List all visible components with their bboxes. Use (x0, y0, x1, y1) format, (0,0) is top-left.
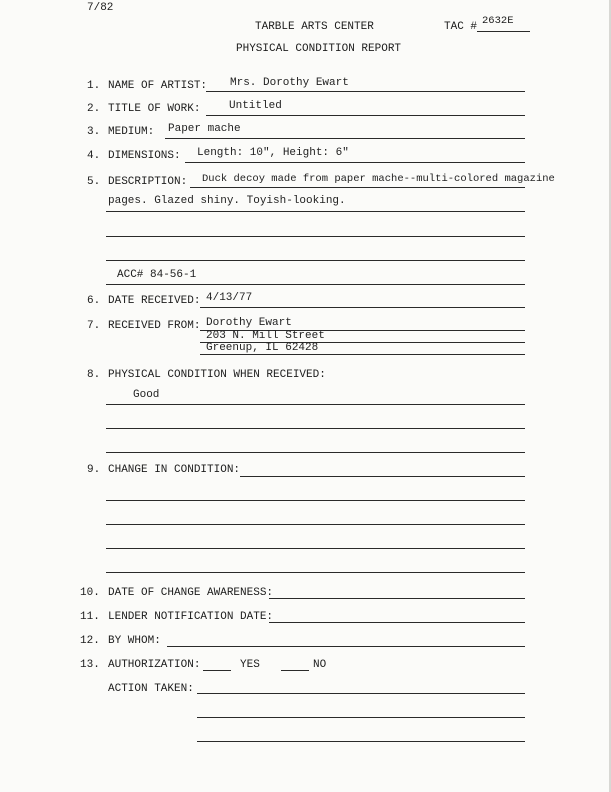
medium-value: Paper mache (168, 123, 241, 135)
no-label: NO (313, 659, 327, 671)
condition-line-2 (106, 428, 525, 429)
description-value-2: pages. Glazed shiny. Toyish-looking. (108, 195, 346, 207)
item-1-label: NAME OF ARTIST: (108, 80, 208, 92)
report-title: PHYSICAL CONDITION REPORT (236, 43, 402, 55)
no-blank (281, 670, 309, 671)
tac-value: 2632E (482, 15, 514, 27)
item-7-number: 7. (87, 320, 101, 332)
item-8-label: PHYSICAL CONDITION WHEN RECEIVED: (108, 369, 326, 381)
item-9-number: 9. (87, 464, 101, 476)
description-line-3 (106, 236, 525, 237)
change-line-3 (106, 524, 525, 525)
by-whom-line (167, 646, 525, 647)
description-line-2 (106, 211, 525, 212)
item-6-number: 6. (87, 295, 101, 307)
condition-line-1 (106, 404, 525, 405)
change-line-4 (106, 548, 525, 549)
item-4-label: DIMENSIONS: (108, 150, 181, 162)
accession-line (106, 284, 525, 285)
change-line-2 (106, 500, 525, 501)
item-3-number: 3. (87, 126, 101, 138)
description-line-4 (106, 260, 525, 261)
tac-label: TAC # (444, 21, 478, 33)
item-2-label: TITLE OF WORK: (108, 103, 201, 115)
action-taken-label: ACTION TAKEN: (108, 683, 194, 695)
item-11-number: 11. (80, 611, 100, 623)
dimensions-line (185, 162, 525, 163)
condition-line-3 (106, 452, 525, 453)
item-4-number: 4. (87, 150, 101, 162)
description-line-1 (190, 187, 525, 188)
item-10-label: DATE OF CHANGE AWARENESS: (108, 587, 274, 599)
item-12-label: BY WHOM: (108, 635, 161, 647)
date-received-line (200, 307, 525, 308)
medium-line (165, 138, 525, 139)
action-line-2 (197, 717, 525, 718)
title-of-work-value: Untitled (229, 100, 282, 112)
item-3-label: MEDIUM: (108, 126, 155, 138)
yes-label: YES (240, 659, 260, 671)
description-value-1: Duck decoy made from paper mache--multi-colored magazine (202, 173, 555, 185)
tac-underline (477, 31, 530, 32)
item-13-number: 13. (80, 659, 100, 671)
item-5-number: 5. (87, 176, 101, 188)
item-9-label: CHANGE IN CONDITION: (108, 464, 241, 476)
dimensions-value: Length: 10", Height: 6" (197, 147, 349, 159)
change-line-5 (106, 572, 525, 573)
artist-name-value: Mrs. Dorothy Ewart (230, 77, 349, 89)
change-line-1 (240, 476, 525, 477)
date-received-value: 4/13/77 (206, 292, 253, 304)
condition-value: Good (133, 389, 160, 401)
item-7-label: RECEIVED FROM: (108, 320, 201, 332)
artist-name-line (206, 91, 525, 92)
item-1-number: 1. (87, 80, 101, 92)
date-code: 7/82 (87, 2, 114, 14)
org-name: TARBLE ARTS CENTER (255, 21, 374, 33)
item-13-label: AUTHORIZATION: (108, 659, 201, 671)
item-2-number: 2. (87, 103, 101, 115)
item-11-label: LENDER NOTIFICATION DATE: (108, 611, 274, 623)
item-8-number: 8. (87, 369, 101, 381)
item-5-label: DESCRIPTION: (108, 176, 188, 188)
item-12-number: 12. (80, 635, 100, 647)
action-line-3 (197, 741, 525, 742)
received-from-name: Dorothy Ewart (206, 317, 292, 329)
accession-number: ACC# 84-56-1 (117, 269, 197, 281)
received-from-city: Greenup, IL 62428 (206, 342, 319, 354)
received-from-line-3 (200, 354, 525, 355)
title-of-work-line (206, 115, 525, 116)
received-from-street: 203 N. Mill Street (206, 330, 325, 342)
item-10-number: 10. (80, 587, 100, 599)
action-line-1 (197, 693, 525, 694)
yes-blank (203, 670, 231, 671)
lender-notification-line (269, 622, 525, 623)
item-6-label: DATE RECEIVED: (108, 295, 201, 307)
change-awareness-line (269, 598, 525, 599)
